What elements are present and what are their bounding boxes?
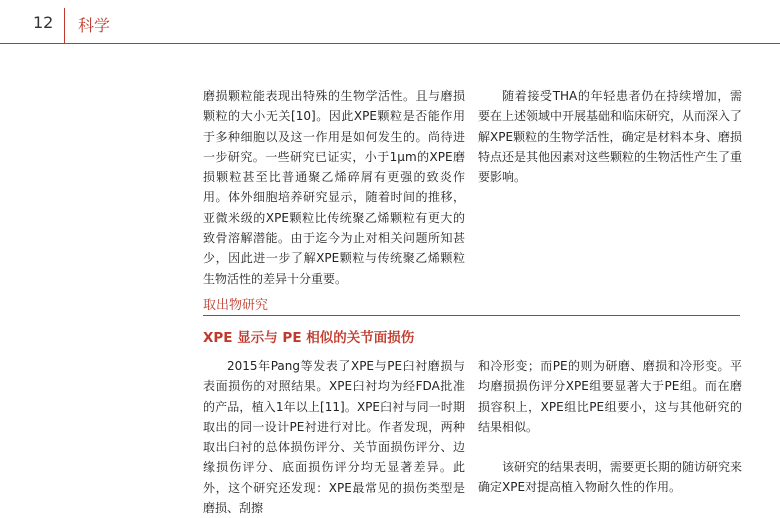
paragraph: 磨损颗粒能表现出特殊的生物学活性。且与磨损颗粒的大小无关[10]。因此XPE颗粒是否能作用于多种细胞以及这一作用是如何发生的。尚待进一步研究。一些研究已证实，小于1μm的XPE磨损颗粒甚至比普通聚乙烯碎屑有更强的致炎作用。体外细胞培养研究显示，随着时间的推移，亚微米级的XPE颗粒比传统聚乙烯颗粒有更大的致骨溶解潜能。由于迄今为止对相关问题所知甚少，因此进一步了解XPE颗粒与传统聚乙烯颗粒生物活性的差异十分重要。 bbox=[203, 89, 465, 286]
bottom-left-column bbox=[203, 356, 465, 518]
header-divider bbox=[64, 8, 65, 43]
bottom-right-column bbox=[478, 356, 742, 498]
section-rule bbox=[203, 315, 740, 316]
paragraph: 该研究的结果表明，需要更长期的随访研究来确定XPE对提高植入物耐久性的作用。 bbox=[478, 460, 743, 495]
paragraph: 随着接受THA的年轻患者仍在持续增加，需要在上述领域中开展基础和临床研究，从而深入了解XPE颗粒的生物学活性，确定是材料本身、磨损特点还是其他因素对这些颗粒的生物活性产生了重要影响。 bbox=[478, 89, 743, 185]
top-left-column bbox=[203, 86, 465, 289]
section-heading: 取出物研究 bbox=[203, 298, 269, 313]
top-right-column bbox=[478, 86, 742, 187]
paragraph: 和冷形变；而PE的则为研磨、磨损和冷形变。平均磨损损伤评分XPE组要显著大于PE组。而在磨损容积上，XPE组比PE组要小，这与其他研究的结果相似。 bbox=[478, 359, 742, 434]
page-number: 12 bbox=[33, 13, 54, 32]
section-name: 科学 bbox=[78, 16, 111, 35]
paragraph: 2015年Pang等发表了XPE与PE臼衬磨损与表面损伤的对照结果。XPE臼衬均为经FDA批准的产品，植入1年以上[11]。XPE臼衬与同一时期取出的同一设计PE衬进行对比。作者发现，两种取出臼衬的总体损伤评分、关节面损伤评分、边缘损伤评分、底面损伤评分均无显著差异。此外，这个研究还发现：XPE最常见的损伤类型是磨损、刮擦 bbox=[203, 359, 465, 516]
sub-heading: XPE 显示与 PE 相似的关节面损伤 bbox=[203, 330, 415, 346]
header-rule bbox=[0, 43, 780, 44]
